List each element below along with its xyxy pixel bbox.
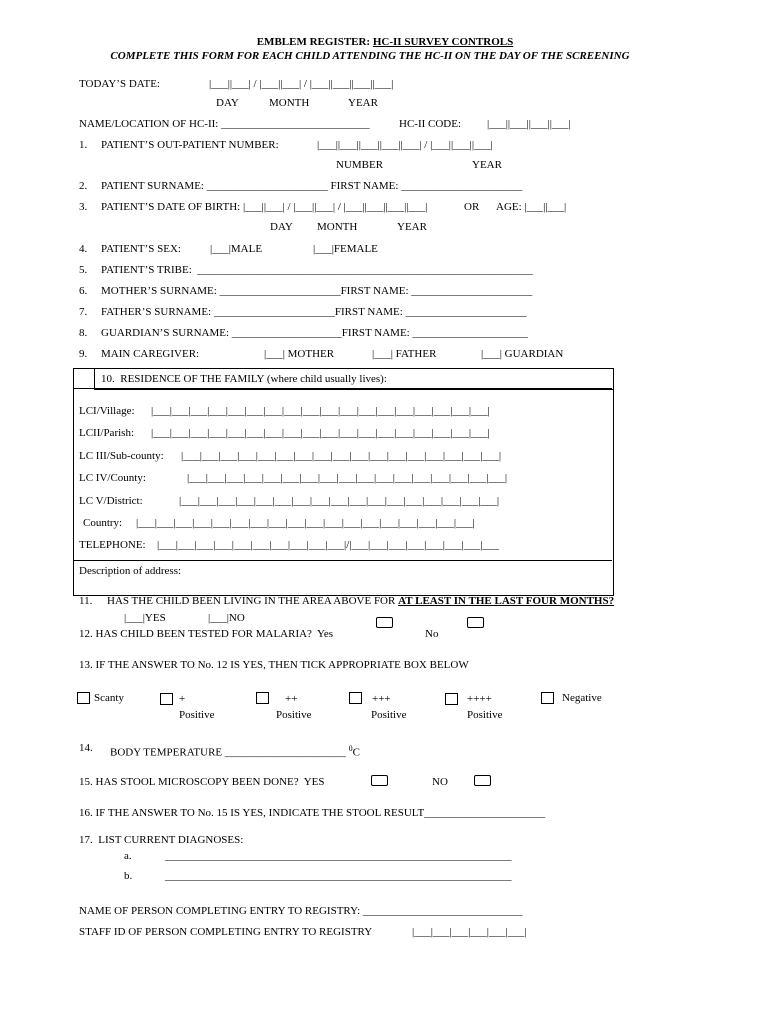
scanty-checkbox[interactable] <box>77 692 90 704</box>
diagnosis-a-field[interactable]: _______________________________________________________________ <box>165 850 512 862</box>
title-underlined: HC-II SURVEY CONTROLS <box>372 36 514 48</box>
staff-id-label: STAFF ID OF PERSON COMPLETING ENTRY TO REGISTRY <box>79 926 373 938</box>
q15-no-label: NO <box>432 776 448 788</box>
diagnosis-a-label: a. <box>124 850 132 862</box>
village-field[interactable]: |___|___|___|___|___|___|___|___|___|___|___|___|___|___|___|___|___|___| <box>151 405 490 417</box>
plus4-checkbox[interactable] <box>445 693 458 705</box>
q1-number-caption: NUMBER <box>336 159 384 171</box>
plus3-label: +++ <box>372 693 391 705</box>
telephone-label: TELEPHONE: <box>79 539 146 551</box>
stool-yes-checkbox[interactable] <box>371 775 388 786</box>
degree-mark: 0 <box>348 744 353 753</box>
q1-year-caption: YEAR <box>472 159 502 171</box>
plus1-label: + <box>179 693 186 705</box>
outpatient-number-field[interactable]: |___||___||___||___||___| / |___||___||___| <box>317 139 493 151</box>
mother-name-field[interactable]: MOTHER’S SURNAME: ______________________FIRST NAME: ______________________ <box>101 285 533 297</box>
negative-label: Negative <box>562 692 602 704</box>
q12-question: 12. HAS CHILD BEEN TESTED FOR MALARIA? Yes <box>79 628 334 640</box>
q4-label: PATIENT’S SEX: <box>101 243 181 255</box>
q11-emphasis: AT LEAST IN THE LAST FOUR MONTHS? <box>398 595 615 607</box>
plus1-checkbox[interactable] <box>160 693 173 705</box>
district-label: LC V/District: <box>79 495 143 507</box>
negative-checkbox[interactable] <box>541 692 554 704</box>
title-prefix: EMBLEM REGISTER: <box>256 36 373 48</box>
todays-date-label: TODAY’S DATE: <box>79 78 160 90</box>
date-year-caption: YEAR <box>348 97 378 109</box>
q11-question <box>107 595 614 608</box>
date-day-caption: DAY <box>216 97 239 109</box>
date-of-birth-field[interactable]: PATIENT’S DATE OF BIRTH: |___||___| / |___||___| / |___||___||___||___| <box>101 201 428 213</box>
plus2-sub: Positive <box>276 709 312 721</box>
plus4-sub: Positive <box>467 709 503 721</box>
plus3-checkbox[interactable] <box>349 692 362 704</box>
residence-divider <box>73 388 612 389</box>
q9-label: MAIN CAREGIVER: <box>101 348 200 360</box>
temperature-unit: C <box>352 746 360 759</box>
tribe-field[interactable]: PATIENT’S TRIBE: _____________________________________________________________ <box>101 264 533 276</box>
q1-label: PATIENT’S OUT-PATIENT NUMBER: <box>101 139 279 151</box>
description-divider <box>73 560 612 561</box>
completer-name-field[interactable]: NAME OF PERSON COMPLETING ENTRY TO REGISTRY: _____________________________ <box>79 905 523 917</box>
form-title <box>0 36 770 49</box>
malaria-yes-checkbox[interactable] <box>376 617 393 628</box>
body-temperature-field[interactable] <box>110 742 360 760</box>
plus2-label: ++ <box>285 693 298 705</box>
q3-number: 3. <box>79 201 88 213</box>
plus4-label: ++++ <box>467 693 492 705</box>
caregiver-mother-option[interactable]: |___| MOTHER <box>264 348 335 360</box>
subcounty-field[interactable]: |___|___|___|___|___|___|___|___|___|___|___|___|___|___|___|___|___| <box>181 450 502 462</box>
hc-code-field[interactable]: |___||___||___||___| <box>487 118 571 130</box>
diagnosis-b-label: b. <box>124 870 133 882</box>
scanty-label: Scanty <box>94 692 124 704</box>
county-field[interactable]: |___|___|___|___|___|___|___|___|___|___|___|___|___|___|___|___|___| <box>187 472 508 484</box>
diagnosis-b-field[interactable]: _______________________________________________________________ <box>165 870 512 882</box>
country-label: Country: <box>83 517 123 529</box>
hc-name-location-field[interactable]: NAME/LOCATION OF HC-II: ___________________________ <box>79 118 370 130</box>
plus2-checkbox[interactable] <box>256 692 269 704</box>
q6-number: 6. <box>79 285 88 297</box>
form-subtitle: COMPLETE THIS FORM FOR EACH CHILD ATTENDING THE HC-II ON THE DAY OF THE SCREENING <box>110 50 630 62</box>
parish-label: LCII/Parish: <box>79 427 134 439</box>
hc-code-label: HC-II CODE: <box>399 118 462 130</box>
dob-month-caption: MONTH <box>317 221 358 233</box>
guardian-name-field[interactable]: GUARDIAN’S SURNAME: ____________________FIRST NAME: _____________________ <box>101 327 528 339</box>
subcounty-label: LC III/Sub-county: <box>79 450 164 462</box>
country-field[interactable]: |___|___|___|___|___|___|___|___|___|___|___|___|___|___|___|___|___|___| <box>136 517 475 529</box>
residence-header: 10. RESIDENCE OF THE FAMILY (where child usually lives): <box>101 373 387 385</box>
parish-field[interactable]: |___|___|___|___|___|___|___|___|___|___|___|___|___|___|___|___|___|___| <box>151 427 490 439</box>
age-field[interactable]: AGE: |___||___| <box>496 201 567 213</box>
malaria-no-checkbox[interactable] <box>467 617 484 628</box>
q5-number: 5. <box>79 264 88 276</box>
q7-number: 7. <box>79 306 88 318</box>
village-label: LCI/Village: <box>79 405 135 417</box>
sex-male-option[interactable]: |___|MALE <box>210 243 263 255</box>
q3-or: OR <box>464 201 480 213</box>
dob-day-caption: DAY <box>270 221 293 233</box>
q12-no-label: No <box>425 628 439 640</box>
q11-no-option[interactable]: |___|NO <box>208 612 245 624</box>
q9-number: 9. <box>79 348 88 360</box>
todays-date-field[interactable]: |___||___| / |___||___| / |___||___||___||___| <box>209 78 394 90</box>
plus1-sub: Positive <box>179 709 215 721</box>
dob-year-caption: YEAR <box>397 221 427 233</box>
telephone-field[interactable]: |___|___|___|___|___|___|___|___|___|___|/|___|___|___|___|___|___|___|___ <box>157 539 499 551</box>
plus3-sub: Positive <box>371 709 407 721</box>
q11-text: HAS THE CHILD BEEN LIVING IN THE AREA ABOVE FOR <box>107 595 399 607</box>
county-label: LC IV/County: <box>79 472 146 484</box>
q11-number: 11. <box>79 595 93 607</box>
q17-question: 17. LIST CURRENT DIAGNOSES: <box>79 834 244 846</box>
district-field[interactable]: |___|___|___|___|___|___|___|___|___|___|___|___|___|___|___|___|___| <box>179 495 500 507</box>
date-month-caption: MONTH <box>269 97 310 109</box>
caregiver-guardian-option[interactable]: |___| GUARDIAN <box>481 348 564 360</box>
address-description-field[interactable]: Description of address: <box>79 565 182 577</box>
q8-number: 8. <box>79 327 88 339</box>
sex-female-option[interactable]: |___|FEMALE <box>313 243 378 255</box>
staff-id-field[interactable]: |___|___|___|___|___|___| <box>412 926 527 938</box>
father-name-field[interactable]: FATHER’S SURNAME: ______________________FIRST NAME: ______________________ <box>101 306 527 318</box>
stool-result-field[interactable]: 16. IF THE ANSWER TO No. 15 IS YES, INDICATE THE STOOL RESULT______________________ <box>79 807 546 819</box>
q4-number: 4. <box>79 243 88 255</box>
q14-number: 14. <box>79 742 93 754</box>
q15-question: 15. HAS STOOL MICROSCOPY BEEN DONE? YES <box>79 776 325 788</box>
stool-no-checkbox[interactable] <box>474 775 491 786</box>
q11-yes-option[interactable]: |___|YES <box>124 612 166 624</box>
q14-text: BODY TEMPERATURE ______________________ <box>110 746 349 759</box>
caregiver-father-option[interactable]: |___| FATHER <box>372 348 437 360</box>
q13-question: 13. IF THE ANSWER TO No. 12 IS YES, THEN TICK APPROPRIATE BOX BELOW <box>79 659 469 671</box>
patient-name-field[interactable]: PATIENT SURNAME: ______________________ FIRST NAME: ______________________ <box>101 180 523 192</box>
q1-number: 1. <box>79 139 88 151</box>
q2-number: 2. <box>79 180 88 192</box>
